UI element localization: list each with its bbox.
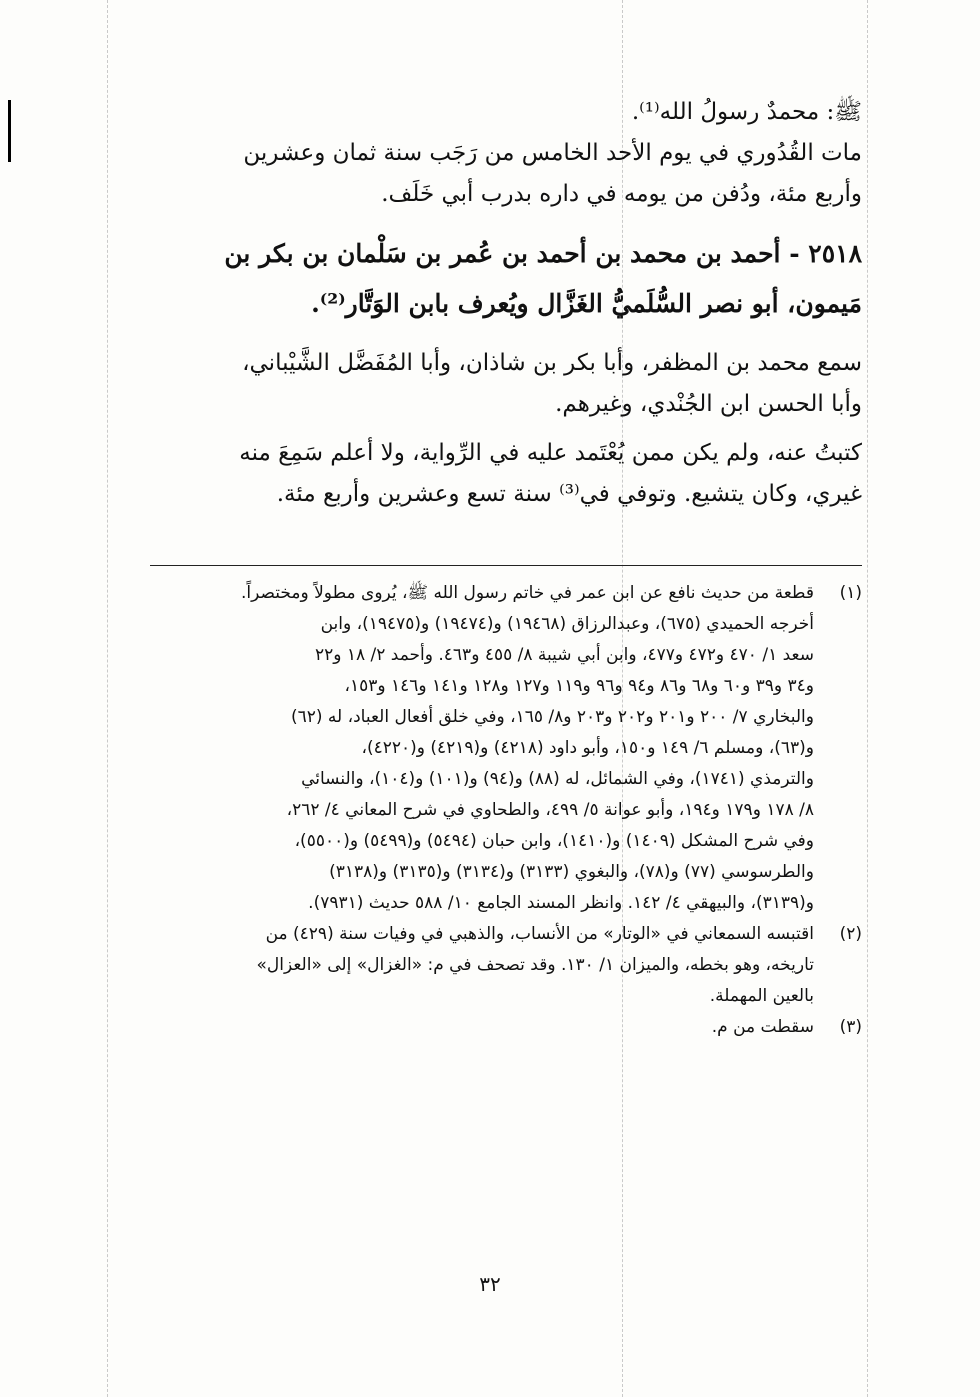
text-line: ﷺ: محمدٌ رسولُ الله⁽¹⁾. [631, 99, 862, 125]
footnote-line: و٣٤ و٣٩ و٦٠ و٦٨ و٨٦ و٩٤ و٩٦ و١١٩ و١٢٧ و١٢٨ و١٤١ و١٤٦ و١٥٣، [344, 676, 814, 696]
main-text [132, 92, 862, 515]
footnote-line: والطرسوسي (٧٧) و(٧٨)، والبغوي (٣١٣٣) و(٣١٣٤) و(٣١٣٥) و(٣١٣٨) [329, 862, 814, 882]
footnote [150, 1012, 862, 1043]
footnote-number: (١) [839, 583, 862, 603]
footnote-line: بالعين المهملة. [709, 986, 814, 1006]
footnotes [150, 578, 862, 1043]
text-line: مات القُدُوري في يوم الأحد الخامس من رَجَب سنة ثمان وعشرين [243, 140, 862, 166]
footnote-number: (٣) [839, 1017, 862, 1037]
fold-line [107, 0, 108, 1397]
text-line: وأبا الحسن ابن الجُنْدي، وغيرهم. [555, 391, 862, 417]
footnote-line: سعد ١/ ٤٧٠ و٤٧٢ و٤٧٧، وابن أبي شيبة ٨/ ٤٥٥ و٤٦٣. وأحمد ٢/ ١٨ و٢٢ [314, 645, 814, 665]
footnote-line: قطعة من حديث نافع عن ابن عمر في خاتم رسول الله ﷺ، يُروى مطولاً ومختصراً. [241, 583, 814, 603]
footnote-line: وفي شرح المشكل (١٤٠٩) و(١٤١٠)، وابن حبان (٥٤٩٤) و(٥٤٩٩) و(٥٥٠٠)، [294, 831, 814, 851]
footnote-line: اقتبسه السمعاني في «الوتار» من الأنساب، والذهبي في وفيات سنة (٤٢٩) من [265, 924, 814, 944]
text-line: كتبتُ عنه، ولم يكن ممن يُعْتَمد عليه في الرِّواية، ولا أعلم سَمِعَ منه [239, 440, 862, 466]
footnote-number: (٢) [839, 924, 862, 944]
footnote-line: و(٦٣)، ومسلم ٦/ ١٤٩ و١٥٠، وأبو داود (٤٢١٨) و(٤٢١٩) و(٤٢٢٠)، [361, 738, 814, 758]
footnote-line: والبخاري ٧/ ٢٠٠ و٢٠١ و٢٠٢ و٢٠٣ و٨/ ١٦٥، وفي خلق أفعال العباد، له (٦٢) [290, 707, 814, 727]
footnote-line: والترمذي (١٧٤١)، وفي الشمائل، له (٨٨) و(٩٤) و(١٠١) و(١٠٤)، والنسائي [301, 769, 814, 789]
text-line: وأربع مئة، ودُفن من يومه في داره بدرب أبي خَلَف. [381, 181, 862, 207]
footnote-line: و(٣١٣٩)، والبيهقي ٤/ ١٤٢. وانظر المسند الجامع ١٠/ ٥٨٨ حديث (٧٩٣١). [308, 893, 814, 913]
text-line: سمع محمد بن المظفر، وأبا بكر بن شاذان، وأبا المُفَضَّل الشَّيْباني، [242, 350, 862, 376]
fold-line [867, 0, 868, 1397]
footnote-line: ٨/ ١٧٨ و١٧٩ و١٩٤، وأبو عوانة ٥/ ٤٩٩، والطحاوي في شرح المعاني ٤/ ٢٦٢، [286, 800, 814, 820]
entry-heading-line: ٢٥١٨ - أحمد بن محمد بن أحمد بن عُمر بن سَلْمان بن بكر بن [224, 239, 862, 268]
footnote [150, 578, 862, 919]
footnote-line: سقطت من م. [711, 1017, 814, 1037]
footnote-separator [150, 565, 862, 566]
entry-heading-line: مَيمون، أبو نصر السُّلَميُّ الغَزَّال ويُعرف بابن الوَتَّار⁽²⁾. [311, 289, 862, 318]
margin-bar [8, 100, 11, 162]
footnote-line: أخرجه الحميدي (٦٧٥)، وعبدالرزاق (١٩٤٦٨) و(١٩٤٧٤) و(١٩٤٧٥)، وابن [320, 614, 814, 634]
text-line: غيري، وكان يتشيع. وتوفي في⁽³⁾ سنة تسع وعشرين وأربع مئة. [276, 481, 862, 507]
page-number: ٣٢ [479, 1272, 501, 1296]
footnote [150, 919, 862, 1012]
footnote-line: تاريخه، وهو بخطه، والميزان ١/ ١٣٠. وقد تصحف في م: «الغزال» إلى «العزال» [256, 955, 814, 975]
